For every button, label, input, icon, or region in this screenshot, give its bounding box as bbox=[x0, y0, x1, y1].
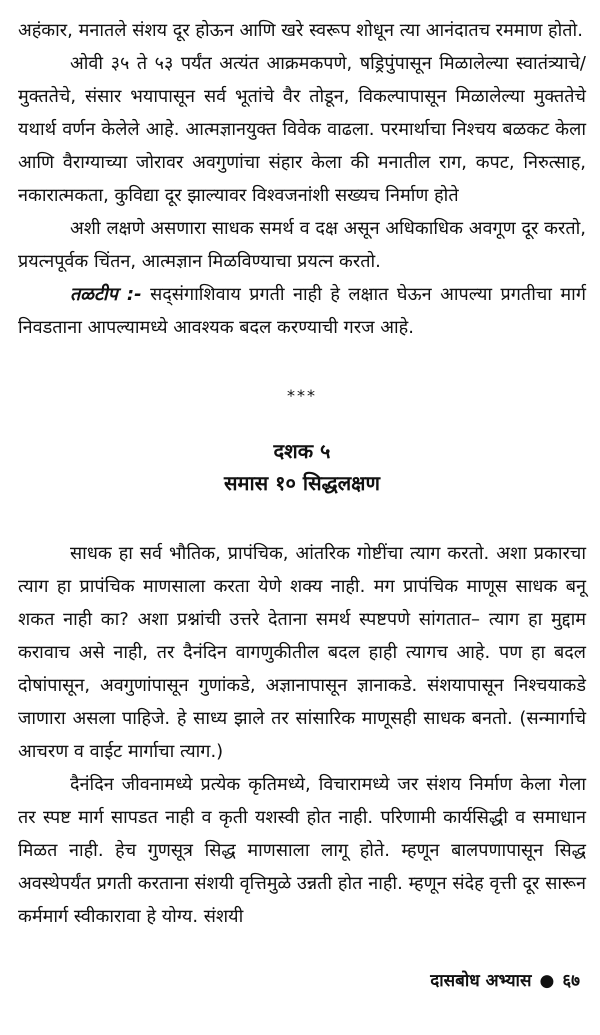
page-body bbox=[18, 14, 586, 933]
section-body bbox=[18, 537, 586, 933]
paragraph: दैनंदिन जीवनामध्ये प्रत्येक कृतिमध्ये, विचारामध्ये जर संशय निर्माण केला गेला तर स्पष्ट मार्ग सापडत नाही व कृती यशस्वी होत नाही. परिणामी कार्यसिद्धी व समाधान मिळत नाही. हेच गुणसूत्र सिद्ध माणसाला लागू होते. म्हणून बालपणापासून सिद्ध अवस्थेपर्यंत प्रगती करताना संशयी वृत्तिमुळे उन्नती होत नाही. म्हणून संदेह वृत्ती दूर सारून कर्ममार्ग स्वीकारावा हे योग्य. संशयी bbox=[18, 774, 586, 927]
bullet-icon: ● bbox=[539, 971, 555, 991]
section-separator: *** bbox=[287, 386, 317, 405]
footnote-paragraph bbox=[18, 278, 586, 344]
paragraph: अहंकार, मनातले संशय दूर होऊन आणि खरे स्वरूप शोधून त्या आनंदातच रममाण होतो. bbox=[18, 20, 583, 41]
paragraph: अशी लक्षणे असणारा साधक समर्थ व दक्ष असून अधिकाधिक अवगूण दूर करतो, प्रयत्नपूर्वक चिंतन, आत्मज्ञान मिळविण्याचा प्रयत्न करतो. bbox=[18, 218, 586, 272]
chapter-heading: दशक ५ bbox=[273, 439, 331, 463]
book-title: दासबोध अभ्यास bbox=[430, 971, 532, 991]
page-number: ६७ bbox=[562, 971, 580, 991]
footnote-label: तळटीप :- bbox=[70, 284, 142, 305]
page-footer bbox=[430, 968, 580, 991]
footnote-text: सद्संगाशिवाय प्रगती नाही हे लक्षात घेऊन आपल्या प्रगतीचा मार्ग निवडताना आपल्यामध्ये आवश्यक बदल करण्याची गरज आहे. bbox=[18, 284, 586, 338]
paragraph: ओवी ३५ ते ५३ पर्यंत अत्यंत आक्रमकपणे, षड्रिपुंपासून मिळालेल्या स्वातंत्र्याचे/ मुक्ततेचे, संसार भयापासून सर्व भूतांचे वैर तोडून, विकल्पापासून मिळालेल्या मुक्ततेचे यथार्थ वर्णन केलेले आहे. आत्मज्ञानयुक्त विवेक वाढला. परमार्थाचा निश्चय बळकट केला आणि वैराग्याच्या जोरावर अवगुणांचा संहार केला की मनातील राग, कपट, निरुत्साह, नकारात्मकता, कुविद्या दूर झाल्यावर विश्वजनांशी सख्यच निर्माण होते bbox=[18, 53, 586, 206]
paragraph: साधक हा सर्व भौतिक, प्रापंचिक, आंतरिक गोष्टींचा त्याग करतो. अशा प्रकारचा त्याग हा प्रापंचिक माणसाला करता येणे शक्य नाही. मग प्रापंचिक माणूस साधक बनू शकत नाही का? अशा प्रश्नांची उत्तरे देताना समर्थ स्पष्टपणे सांगतात– त्याग हा मुद्दाम करावाच असे नाही, तर दैनंदिन वागणुकीतील बदल हाही त्यागच आहे. पण हा बदल दोषांपासून, अवगुणांपासून गुणांकडे, अज्ञानापासून ज्ञानाकडे. संशयापासून निश्चयाकडे जाणारा असला पाहिजे. हे साध्य झाले तर सांसारिक माणूसही साधक बनतो. (सन्मार्गाचे आचरण व वाईट मार्गाचा त्याग.) bbox=[18, 543, 586, 762]
section-heading: समास १० सिद्धलक्षण bbox=[224, 471, 380, 495]
